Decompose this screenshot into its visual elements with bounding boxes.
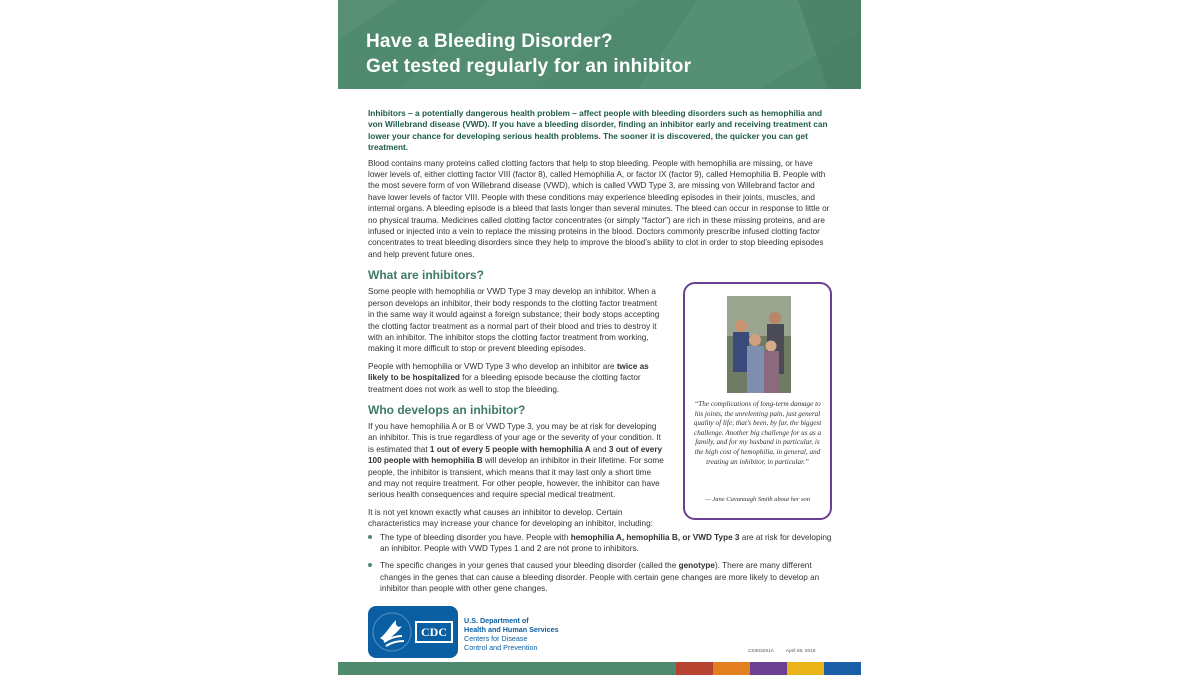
dept-line-2: Health and Human Services (464, 625, 559, 634)
intro-paragraph: Blood contains many proteins called clotting factors that help to stop bleeding. People with hemophilia are missing, or have lower levels of, either clotting factor VIII (factor 8), called Hemophilia A, or factor IX (factor 9), called Hemophilia B. People with the most severe form of von Willebrand disease (VWD), which is called VWD Type 3, are missing von Willebrand factor and have lower levels of factor VIII. People with these conditions may experience bleeding episodes in their joints, muscles, and internal organs. A bleeding episode is a bleed that lasts longer than several minutes. The bleed can occur in response to little or no physical trauma. Medicines called clotting factor concentrates (or simply “factor”) are rich in these missing proteins, and are infused or injected into a vein to replace the missing proteins in the blood. Doctors commonly prescribe infused clotting factor concentrates to treat bleeding disorders since they help to improve the blood’s ability to clot in order to stop bleeding episodes and help prevent future ones. (368, 158, 830, 259)
section-what-are-inhibitors (368, 286, 664, 395)
title-banner (338, 0, 861, 89)
text-run: are at risk for developing an inhibitor. People with VWD Types 1 and 2 are not prone to inhibitors. (380, 533, 832, 554)
footer-stripe-orange (713, 662, 750, 675)
dept-line-1: U.S. Department of (464, 616, 529, 625)
fact-sheet-page (338, 0, 861, 675)
document-code: CS303281A (748, 649, 774, 654)
risk-factor-list (368, 532, 832, 600)
text-run: If you have hemophilia A or B or VWD Type 3, you may be at risk for developing an inhibitor. This is true regardless of your age or the severity of your condition. It is estimated that (368, 421, 661, 454)
footer-stripe-green (338, 662, 676, 675)
bold-text-run: twice as likely to be hospitalized (368, 361, 649, 383)
document-date: April 08, 2019 (785, 649, 816, 654)
sidebar-quote: “The complications of long-term damage to his joints, the unrelenting pain, just general quality of life, that’s been, by far, the biggest challenge. Another big challenge for us as a family, and for my husband in particular, is the high cost of hemophilia, in general, and treating an inhibitor, in particular.” (693, 400, 822, 466)
footer-stripe-blue (824, 662, 861, 675)
text-run: will develop an inhibitor in their lifetime. For some people, the inhibitor is transient, which means that it may last only a short time and may not require treatment. For other people, however, the inhibitor can have serious health consequences and require special medical treatment. (368, 456, 664, 500)
list-item (368, 532, 832, 554)
bold-text-run: genotype (678, 561, 715, 571)
title-line-2: Get tested regularly for an inhibitor (366, 56, 692, 77)
cdc-wordmark: CDC (415, 621, 453, 643)
text-run: People with hemophilia or VWD Type 3 who develop an inhibitor are (368, 361, 617, 371)
list-item (368, 560, 832, 594)
bold-text-run: hemophilia A, hemophilia B, or VWD Type 3 (570, 533, 740, 542)
title-line-1: Have a Bleeding Disorder? (366, 31, 613, 52)
footer-stripe-red (676, 662, 713, 675)
bold-text-run: 3 out of every 100 people with hemophilia B (368, 444, 663, 466)
inhibitors-paragraph-2 (368, 361, 664, 395)
bullet-icon (368, 563, 372, 567)
family-photo-illustration (727, 296, 791, 393)
footer-stripe-yellow (787, 662, 824, 675)
cdc-logo (368, 606, 458, 658)
text-run: The specific changes in your genes that caused your bleeding disorder (called the (380, 561, 679, 571)
text-run: ). There are many different changes in the genes that can cause a bleeding disorder. People with certain gene changes are more likely to develop an inhibitor than people with other gene changes. (380, 561, 820, 593)
dept-line-3: Centers for Disease (464, 634, 528, 643)
section-who-develops (368, 421, 664, 530)
lead-paragraph: Inhibitors – a potentially dangerous health problem – affect people with bleeding disorders such as hemophilia and von Willebrand disease (VWD). If you have a bleeding disorder, finding an inhibitor early and receiving treatment can lower your chance for developing serious health problems. The sooner it is discovered, the quicker you can get treatment. (368, 108, 828, 153)
section-heading-who-develops: Who develops an inhibitor? (368, 402, 526, 417)
text-run: The type of bleeding disorder you have. People with (380, 533, 571, 542)
text-run: for a bleeding episode because the clotting factor treatment does not work as well to stop the bleeding. (368, 373, 641, 394)
dept-line-4: Control and Prevention (464, 643, 538, 652)
who-develops-paragraph-1 (368, 421, 664, 501)
quote-attribution: — Jane Cavanaugh Smith about her son (704, 496, 811, 503)
text-run: and (590, 444, 609, 454)
quote-sidebar (683, 282, 832, 520)
bold-text-run: 1 out of every 5 people with hemophilia A (429, 444, 591, 454)
document-codes (748, 649, 827, 655)
inhibitors-paragraph-1: Some people with hemophilia or VWD Type 3 may develop an inhibitor. When a person develops an inhibitor, their body responds to the clotting factor treatment in the same way it would against a foreign substance; their body stops accepting the clotting factor treatment as a normal part of their blood and tries to destroy it with an inhibitor. The inhibitor stops the clotting factor treatment from working, making it more difficult to stop or prevent bleeding episodes. (368, 287, 660, 354)
page-title (366, 29, 691, 79)
section-heading-what-are-inhibitors: What are inhibitors? (368, 268, 485, 283)
agency-name (464, 616, 559, 652)
who-develops-paragraph-2: It is not yet known exactly what causes an inhibitor to develop. Certain characteristics may increase your chance for developing an inhibitor, including: (368, 507, 653, 529)
family-photo (727, 296, 791, 393)
footer-stripe-purple (750, 662, 787, 675)
bullet-icon (368, 535, 372, 539)
